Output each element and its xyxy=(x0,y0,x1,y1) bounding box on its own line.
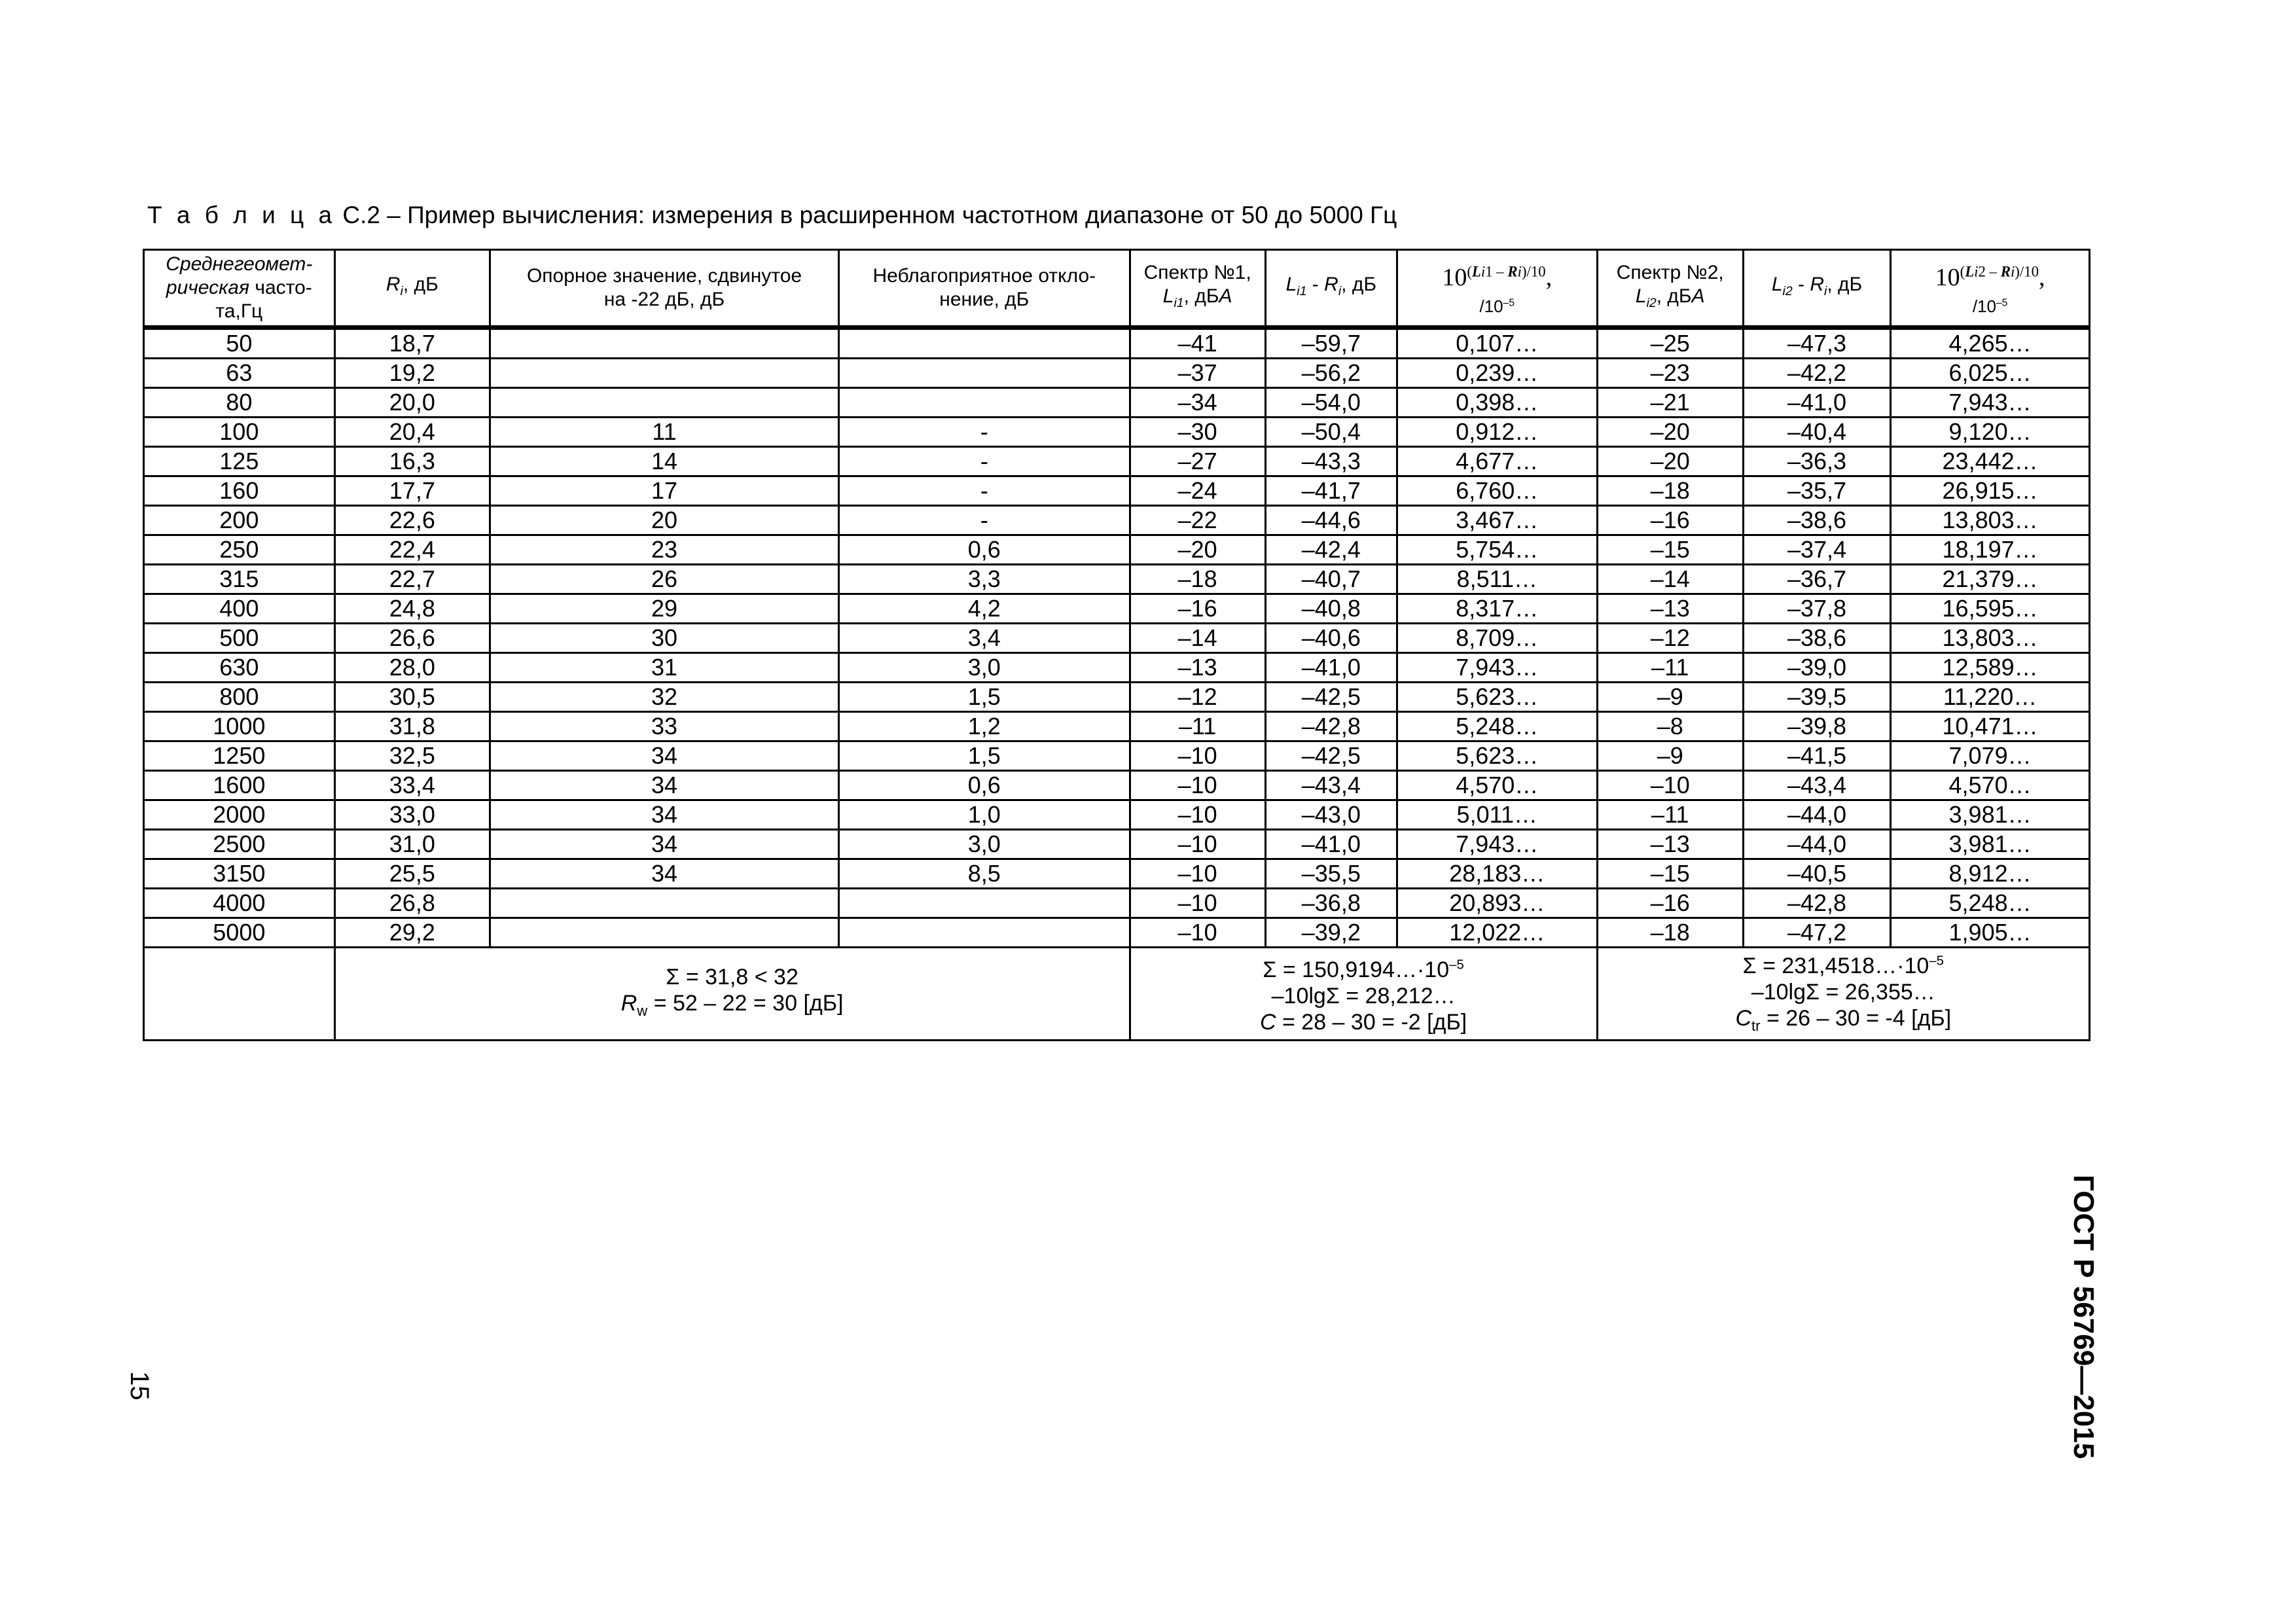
table-row xyxy=(144,476,2090,506)
cell-r: 16,3 xyxy=(334,447,490,476)
cell-s2: –21 xyxy=(1597,388,1743,418)
cell-r: 28,0 xyxy=(334,653,490,683)
cell-ref: 29 xyxy=(490,594,839,624)
cell-p2: 23,442… xyxy=(1891,447,2090,476)
table-row xyxy=(144,771,2090,800)
cell-d1: –43,3 xyxy=(1265,447,1397,476)
cell-d2: –36,3 xyxy=(1743,447,1890,476)
table-row xyxy=(144,830,2090,859)
cell-s1: –10 xyxy=(1130,859,1265,889)
cell-s1: –20 xyxy=(1130,535,1265,565)
cell-f: 200 xyxy=(144,506,335,535)
cell-ref: 14 xyxy=(490,447,839,476)
cell-s1: –10 xyxy=(1130,918,1265,948)
cell-ref: 34 xyxy=(490,741,839,771)
summary2-lg: –10lgΣ = 26,355… xyxy=(1751,980,1935,1005)
cell-s2: –10 xyxy=(1597,771,1743,800)
summary-row xyxy=(144,948,2090,1041)
cell-s1: –24 xyxy=(1130,476,1265,506)
cell-dev: 1,5 xyxy=(839,683,1130,712)
cell-dev xyxy=(839,918,1130,948)
cell-d1: –42,5 xyxy=(1265,683,1397,712)
cell-ref: 34 xyxy=(490,800,839,830)
cell-f: 1600 xyxy=(144,771,335,800)
cell-dev: 1,2 xyxy=(839,712,1130,741)
cell-d2: –37,4 xyxy=(1743,535,1890,565)
header-frequency: Среднегеомет- рическая часто- та,Гц xyxy=(144,250,335,328)
cell-s1: –10 xyxy=(1130,741,1265,771)
cell-s1: –10 xyxy=(1130,771,1265,800)
cell-s2: –15 xyxy=(1597,535,1743,565)
cell-p1: 8,317… xyxy=(1397,594,1597,624)
cell-ref: 31 xyxy=(490,653,839,683)
header-reference: Опорное значение, сдвинутое на -22 дБ, дБ xyxy=(490,250,839,328)
table-row xyxy=(144,741,2090,771)
cell-r: 29,2 xyxy=(334,918,490,948)
summary1-lg: –10lgΣ = 28,212… xyxy=(1271,984,1456,1009)
cell-d2: –36,7 xyxy=(1743,565,1890,594)
cell-s2: –16 xyxy=(1597,506,1743,535)
cell-s2: –18 xyxy=(1597,918,1743,948)
cell-f: 1250 xyxy=(144,741,335,771)
cell-p1: 8,511… xyxy=(1397,565,1597,594)
cell-s2: –9 xyxy=(1597,683,1743,712)
cell-s2: –23 xyxy=(1597,359,1743,388)
cell-s2: –20 xyxy=(1597,418,1743,447)
table-row xyxy=(144,565,2090,594)
cell-d2: –43,4 xyxy=(1743,771,1890,800)
cell-dev: 8,5 xyxy=(839,859,1130,889)
cell-d1: –50,4 xyxy=(1265,418,1397,447)
table-row xyxy=(144,535,2090,565)
cell-p2: 16,595… xyxy=(1891,594,2090,624)
cell-p1: 3,467… xyxy=(1397,506,1597,535)
cell-r: 20,4 xyxy=(334,418,490,447)
cell-s2: –18 xyxy=(1597,476,1743,506)
cell-dev: 3,0 xyxy=(839,830,1130,859)
cell-p2: 13,803… xyxy=(1891,624,2090,653)
cell-d1: –40,7 xyxy=(1265,565,1397,594)
table-row xyxy=(144,506,2090,535)
cell-p1: 7,943… xyxy=(1397,653,1597,683)
cell-ref: 17 xyxy=(490,476,839,506)
cell-ref xyxy=(490,359,839,388)
cell-d2: –44,0 xyxy=(1743,800,1890,830)
cell-dev: 3,0 xyxy=(839,653,1130,683)
cell-f: 50 xyxy=(144,328,335,359)
cell-d2: –37,8 xyxy=(1743,594,1890,624)
cell-dev: - xyxy=(839,447,1130,476)
cell-f: 5000 xyxy=(144,918,335,948)
caption-number: С.2 xyxy=(342,202,380,228)
summary-rw-text: = 52 – 22 = 30 [дБ] xyxy=(647,990,844,1016)
cell-p1: 0,107… xyxy=(1397,328,1597,359)
cell-p2: 10,471… xyxy=(1891,712,2090,741)
cell-d2: –47,2 xyxy=(1743,918,1890,948)
cell-dev xyxy=(839,889,1130,918)
cell-p1: 0,239… xyxy=(1397,359,1597,388)
cell-p2: 21,379… xyxy=(1891,565,2090,594)
cell-f: 80 xyxy=(144,388,335,418)
cell-d1: –40,6 xyxy=(1265,624,1397,653)
cell-s1: –10 xyxy=(1130,830,1265,859)
cell-d2: –41,0 xyxy=(1743,388,1890,418)
cell-r: 26,6 xyxy=(334,624,490,653)
cell-r: 22,4 xyxy=(334,535,490,565)
summary-rw: $R_w = 52 - 22 = 30$ [дБ] xyxy=(620,990,844,1019)
header-power1: $10^{(Li1 - Ri)/10}$, $/10^{-5}$ xyxy=(1397,250,1597,328)
cell-d1: –42,5 xyxy=(1265,741,1397,771)
cell-d1: –42,8 xyxy=(1265,712,1397,741)
cell-p1: 5,623… xyxy=(1397,741,1597,771)
cell-p2: 3,981… xyxy=(1891,830,2090,859)
cell-s2: –20 xyxy=(1597,447,1743,476)
cell-ref: 34 xyxy=(490,830,839,859)
cell-d1: –42,4 xyxy=(1265,535,1397,565)
cell-d1: –41,0 xyxy=(1265,653,1397,683)
cell-s2: –14 xyxy=(1597,565,1743,594)
cell-dev: - xyxy=(839,418,1130,447)
cell-p1: 20,893… xyxy=(1397,889,1597,918)
cell-r: 19,2 xyxy=(334,359,490,388)
cell-ref xyxy=(490,328,839,359)
cell-s1: –18 xyxy=(1130,565,1265,594)
cell-ref: 30 xyxy=(490,624,839,653)
cell-d1: –59,7 xyxy=(1265,328,1397,359)
summary-sigma: Σ = 31,8 < 32 xyxy=(666,964,798,990)
caption-text: – Пример вычисления: измерения в расширенном частотном диапазоне от 50 до 5000 Гц xyxy=(380,202,1397,228)
cell-d1: –43,0 xyxy=(1265,800,1397,830)
summary-spectrum2 xyxy=(1597,948,2089,1041)
cell-s2: –13 xyxy=(1597,830,1743,859)
cell-p1: 7,943… xyxy=(1397,830,1597,859)
cell-f: 4000 xyxy=(144,889,335,918)
cell-r: 24,8 xyxy=(334,594,490,624)
cell-d1: –39,2 xyxy=(1265,918,1397,948)
cell-s1: –10 xyxy=(1130,800,1265,830)
cell-p2: 26,915… xyxy=(1891,476,2090,506)
summary-reference xyxy=(334,948,1130,1041)
cell-s2: –12 xyxy=(1597,624,1743,653)
cell-d1: –44,6 xyxy=(1265,506,1397,535)
summary2-ctr: $C_{tr} = 26 - 30 = -4$ [дБ] xyxy=(1735,1006,1952,1035)
cell-d1: –35,5 xyxy=(1265,859,1397,889)
header-spectrum2: Спектр №2, $L_{i2}$, дБА xyxy=(1597,250,1743,328)
table-body xyxy=(144,328,2090,1041)
cell-d2: –42,2 xyxy=(1743,359,1890,388)
cell-p2: 9,120… xyxy=(1891,418,2090,447)
table-row xyxy=(144,447,2090,476)
cell-dev: 4,2 xyxy=(839,594,1130,624)
table-caption xyxy=(147,202,1397,229)
table-row xyxy=(144,889,2090,918)
table-row xyxy=(144,683,2090,712)
cell-p1: 8,709… xyxy=(1397,624,1597,653)
cell-dev: 3,4 xyxy=(839,624,1130,653)
cell-d1: –40,8 xyxy=(1265,594,1397,624)
cell-r: 33,4 xyxy=(334,771,490,800)
cell-f: 250 xyxy=(144,535,335,565)
cell-s1: –34 xyxy=(1130,388,1265,418)
cell-f: 2000 xyxy=(144,800,335,830)
cell-f: 630 xyxy=(144,653,335,683)
cell-ref: 26 xyxy=(490,565,839,594)
cell-p1: 0,912… xyxy=(1397,418,1597,447)
cell-r: 26,8 xyxy=(334,889,490,918)
cell-s2: –11 xyxy=(1597,800,1743,830)
cell-r: 25,5 xyxy=(334,859,490,889)
cell-f: 1000 xyxy=(144,712,335,741)
cell-dev: 1,5 xyxy=(839,741,1130,771)
cell-ref: 34 xyxy=(490,859,839,889)
cell-p2: 11,220… xyxy=(1891,683,2090,712)
cell-p2: 1,905… xyxy=(1891,918,2090,948)
cell-ref: 34 xyxy=(490,771,839,800)
summary1-sigma: $\Sigma = 150,9194\dots\cdot 10^{-5}$ xyxy=(1263,957,1464,983)
cell-f: 3150 xyxy=(144,859,335,889)
cell-p1: 28,183… xyxy=(1397,859,1597,889)
cell-dev xyxy=(839,388,1130,418)
cell-p2: 13,803… xyxy=(1891,506,2090,535)
table-row xyxy=(144,594,2090,624)
cell-p1: 0,398… xyxy=(1397,388,1597,418)
cell-d2: –47,3 xyxy=(1743,328,1890,359)
cell-f: 100 xyxy=(144,418,335,447)
cell-s2: –16 xyxy=(1597,889,1743,918)
cell-r: 32,5 xyxy=(334,741,490,771)
cell-p1: 5,754… xyxy=(1397,535,1597,565)
table-row xyxy=(144,328,2090,359)
summary2-sigma: $\Sigma = 231,4518\dots\cdot 10^{-5}$ xyxy=(1742,954,1945,979)
cell-dev xyxy=(839,328,1130,359)
cell-s2: –15 xyxy=(1597,859,1743,889)
cell-r: 31,8 xyxy=(334,712,490,741)
cell-r: 20,0 xyxy=(334,388,490,418)
cell-f: 63 xyxy=(144,359,335,388)
cell-p1: 6,760… xyxy=(1397,476,1597,506)
document-code: ГОСТ Р 56769—2015 xyxy=(2068,1175,2100,1459)
cell-d1: –36,8 xyxy=(1265,889,1397,918)
cell-ref xyxy=(490,889,839,918)
cell-dev: 0,6 xyxy=(839,535,1130,565)
cell-ref xyxy=(490,918,839,948)
table-row xyxy=(144,388,2090,418)
cell-s1: –41 xyxy=(1130,328,1265,359)
cell-p1: 5,011… xyxy=(1397,800,1597,830)
header-power2: $10^{(Li2 - Ri)/10}$, $/10^{-5}$ xyxy=(1891,250,2090,328)
cell-r: 30,5 xyxy=(334,683,490,712)
cell-s1: –30 xyxy=(1130,418,1265,447)
cell-p2: 5,248… xyxy=(1891,889,2090,918)
header-diff1: $L_{i1} - R_i$, дБ xyxy=(1265,250,1397,328)
cell-r: 31,0 xyxy=(334,830,490,859)
cell-f: 400 xyxy=(144,594,335,624)
cell-dev: 3,3 xyxy=(839,565,1130,594)
cell-ref: 23 xyxy=(490,535,839,565)
cell-r: 18,7 xyxy=(334,328,490,359)
cell-p2: 4,570… xyxy=(1891,771,2090,800)
cell-f: 125 xyxy=(144,447,335,476)
cell-s2: –13 xyxy=(1597,594,1743,624)
cell-r: 22,6 xyxy=(334,506,490,535)
cell-s1: –22 xyxy=(1130,506,1265,535)
cell-d2: –41,5 xyxy=(1743,741,1890,771)
table-row xyxy=(144,624,2090,653)
cell-r: 17,7 xyxy=(334,476,490,506)
cell-r: 22,7 xyxy=(334,565,490,594)
cell-d2: –39,5 xyxy=(1743,683,1890,712)
cell-s1: –13 xyxy=(1130,653,1265,683)
header-row xyxy=(144,250,2090,328)
cell-d2: –40,5 xyxy=(1743,859,1890,889)
cell-d2: –44,0 xyxy=(1743,830,1890,859)
cell-ref: 32 xyxy=(490,683,839,712)
cell-ref: 20 xyxy=(490,506,839,535)
cell-p2: 7,079… xyxy=(1891,741,2090,771)
table-row xyxy=(144,418,2090,447)
table-row xyxy=(144,800,2090,830)
cell-f: 315 xyxy=(144,565,335,594)
cell-s1: –37 xyxy=(1130,359,1265,388)
table-row xyxy=(144,712,2090,741)
header-spectrum1: Спектр №1, $L_{i1}$, дБА xyxy=(1130,250,1265,328)
cell-p1: 4,570… xyxy=(1397,771,1597,800)
summary-empty-cell xyxy=(144,948,335,1041)
cell-s1: –11 xyxy=(1130,712,1265,741)
cell-d1: –54,0 xyxy=(1265,388,1397,418)
cell-dev: 0,6 xyxy=(839,771,1130,800)
cell-s1: –10 xyxy=(1130,889,1265,918)
table-row xyxy=(144,653,2090,683)
header-ri: $R_i$, дБ xyxy=(334,250,490,328)
cell-dev: - xyxy=(839,506,1130,535)
cell-s1: –12 xyxy=(1130,683,1265,712)
cell-p1: 4,677… xyxy=(1397,447,1597,476)
cell-d2: –40,4 xyxy=(1743,418,1890,447)
calculation-table xyxy=(143,249,2090,1041)
cell-s2: –9 xyxy=(1597,741,1743,771)
cell-s1: –14 xyxy=(1130,624,1265,653)
cell-dev: - xyxy=(839,476,1130,506)
header-diff2: $L_{i2} - R_i$, дБ xyxy=(1743,250,1890,328)
cell-d2: –38,6 xyxy=(1743,506,1890,535)
cell-d1: –41,7 xyxy=(1265,476,1397,506)
cell-d1: –43,4 xyxy=(1265,771,1397,800)
table-row xyxy=(144,359,2090,388)
cell-p2: 7,943… xyxy=(1891,388,2090,418)
cell-d2: –39,0 xyxy=(1743,653,1890,683)
cell-d2: –38,6 xyxy=(1743,624,1890,653)
summary1-c: C = 28 – 30 = -2 [дБ] xyxy=(1259,1010,1467,1035)
cell-p2: 8,912… xyxy=(1891,859,2090,889)
cell-d1: –41,0 xyxy=(1265,830,1397,859)
cell-ref xyxy=(490,388,839,418)
page-number: 15 xyxy=(124,1371,154,1400)
cell-f: 160 xyxy=(144,476,335,506)
cell-r: 33,0 xyxy=(334,800,490,830)
caption-prefix: Т а б л и ц а xyxy=(147,202,336,228)
cell-dev xyxy=(839,359,1130,388)
cell-p2: 18,197… xyxy=(1891,535,2090,565)
cell-s2: –25 xyxy=(1597,328,1743,359)
table-row xyxy=(144,859,2090,889)
cell-s2: –8 xyxy=(1597,712,1743,741)
cell-s1: –16 xyxy=(1130,594,1265,624)
cell-dev: 1,0 xyxy=(839,800,1130,830)
cell-p2: 4,265… xyxy=(1891,328,2090,359)
cell-s2: –11 xyxy=(1597,653,1743,683)
cell-d1: –56,2 xyxy=(1265,359,1397,388)
cell-p2: 6,025… xyxy=(1891,359,2090,388)
summary-spectrum1 xyxy=(1130,948,1597,1041)
cell-s1: –27 xyxy=(1130,447,1265,476)
cell-d2: –35,7 xyxy=(1743,476,1890,506)
cell-ref: 33 xyxy=(490,712,839,741)
cell-p1: 5,623… xyxy=(1397,683,1597,712)
cell-d2: –42,8 xyxy=(1743,889,1890,918)
cell-f: 800 xyxy=(144,683,335,712)
cell-p1: 12,022… xyxy=(1397,918,1597,948)
cell-f: 500 xyxy=(144,624,335,653)
cell-p2: 12,589… xyxy=(1891,653,2090,683)
cell-ref: 11 xyxy=(490,418,839,447)
cell-f: 2500 xyxy=(144,830,335,859)
header-deviation: Неблагоприятное откло- нение, дБ xyxy=(839,250,1130,328)
cell-p2: 3,981… xyxy=(1891,800,2090,830)
cell-d2: –39,8 xyxy=(1743,712,1890,741)
cell-p1: 5,248… xyxy=(1397,712,1597,741)
table-row xyxy=(144,918,2090,948)
